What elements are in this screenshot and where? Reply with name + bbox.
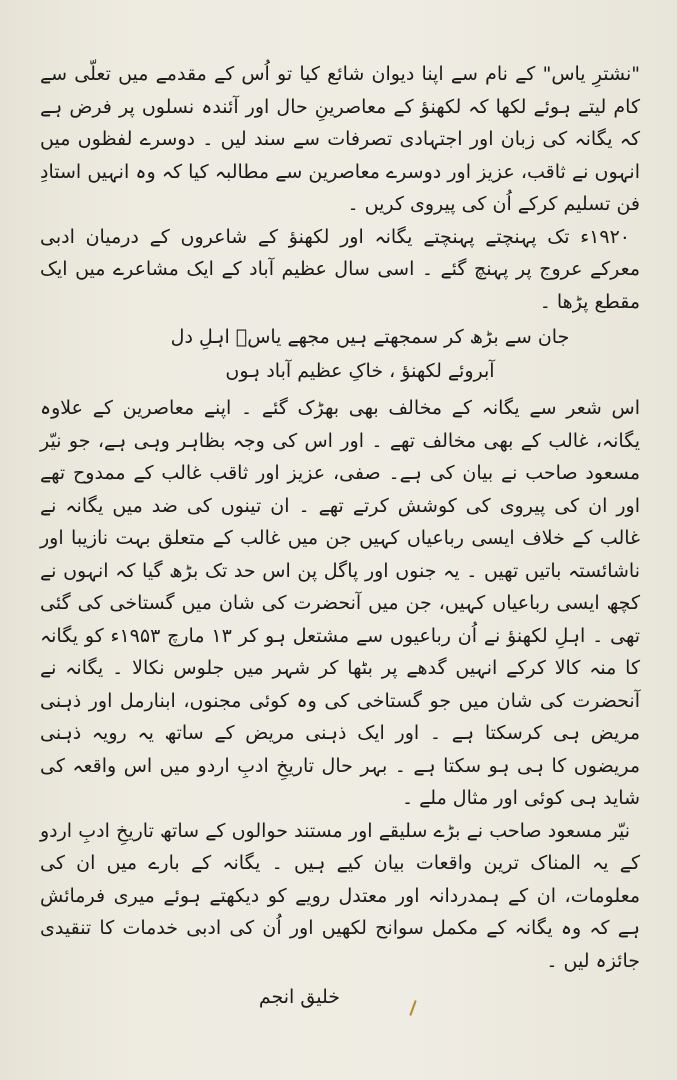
paragraph-4: نیّر مسعود صاحب نے بڑے سلیقے اور مستند حوالوں کے ساتھ تاریخِ ادبِ اردو کے یہ المناک ترین واقعات بیان کیے ہیں ۔ یگانہ کے بارے میں ان کی معلومات، ان کے ہمدردانہ اور معتدل رویے کو دیکھتے ہوئے میری فرمائش ہے کہ وہ یگانہ کے مکمل سوانح لکھیں اور اُن کی ادبی خدمات کا تنقیدی جائزہ لیں ۔ [40, 819, 640, 972]
verse-line-1: جان سے بڑھ کر سمجھتے ہیں مجھے یاسؔ اہلِ دل [170, 326, 570, 348]
verse-couplet [40, 320, 640, 388]
paragraph-2: ۱۹۲۰ء تک پہنچتے پہنچتے یگانہ اور لکھنؤ کے شاعروں کے درمیان ادبی معرکے عروج پر پہنچ گئے ۔ اسی سال عظیم آباد کے ایک مشاعرے میں ایک مقطع پڑھا ۔ [40, 225, 640, 313]
verse-line-2: آبروئے لکھنؤ ، خاکِ عظیم آباد ہوں [225, 360, 495, 382]
author-signature: خلیق انجم [258, 986, 340, 1008]
paragraph-3: اس شعر سے یگانہ کے مخالف بھی بھڑک گئے ۔ اپنے معاصرین کے علاوہ یگانہ، غالب کے بھی مخالف تھے ۔ اور اس کی وجہ بظاہر وہی ہے، جو نیّر مسعود صاحب نے بیان کی ہے۔ صفی، عزیز اور ثاقب غالب کے ممدوح تھے اور ان کی پیروی کی کوشش کرتے تھے ۔ ان تینوں کی ضد میں یگانہ نے غالب کے خلاف ایسی رباعیاں کہیں جن میں غالب کے متعلق بہت نازیبا اور ناشائستہ باتیں تھیں ۔ یہ جنوں اور پاگل پن اس حد تک بڑھ گیا کہ انہوں نے کچھ ایسی رباعیاں کہیں، جن میں آنحضرت کی شان میں گستاخی کی گئی تھی ۔ اہلِ لکھنؤ نے اُن رباعیوں سے مشتعل ہو کر ۱۳ مارچ ۱۹۵۳ء کو یگانہ کا منہ کالا کرکے انہیں گدھے پر بٹھا کر شہر میں جلوس نکالا ۔ یگانہ نے آنحضرت کی شان میں جو گستاخی کی وہ کوئی مجنوں، ابنارمل اور ذہنی مریض ہی کرسکتا ہے ۔ اور ایک ذہنی مریض کے ساتھ یہ رویہ ذہنی مریضوں کا ہی ہو سکتا ہے ۔ بہر حال تاریخِ ادبِ اردو میں اس واقعہ کی شاید ہی کوئی اور مثال ملے ۔ [40, 397, 640, 809]
urdu-text-block [40, 58, 640, 1013]
paragraph-1: "نشترِ یاس" کے نام سے اپنا دیوان شائع کیا تو اُس کے مقدمے میں تعلّی سے کام لیتے ہوئے لکھا کہ لکھنؤ کے معاصرینِ حال اور آئندہ نسلوں پر فرض ہے کہ یگانہ کی زبان اور اجتہادی تصرفات سے سند لیں ۔ دوسرے لفظوں میں انہوں نے ثاقب، عزیز اور دوسرے معاصرین سے مطالبہ کیا کہ وہ انہیں استادِ فن تسلیم کرکے اُن کی پیروی کریں ۔ [40, 63, 640, 215]
